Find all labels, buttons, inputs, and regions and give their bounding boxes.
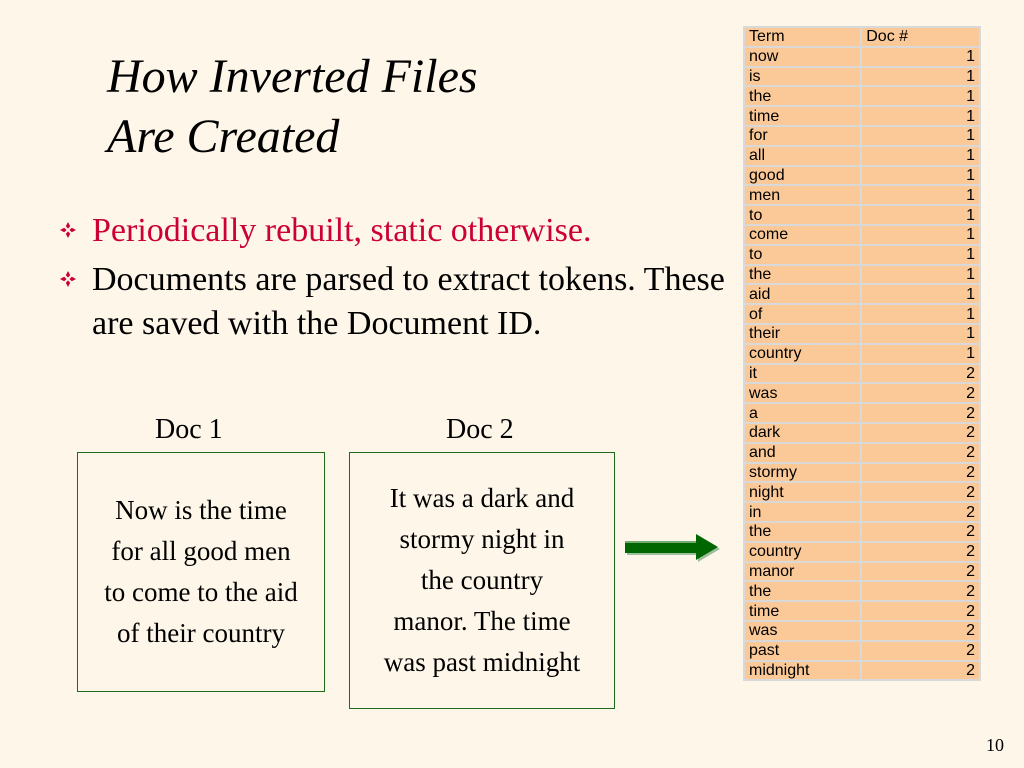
table-row	[744, 383, 980, 403]
diamond-bullet-icon	[58, 220, 78, 240]
doc-number-cell: 2	[861, 423, 980, 443]
table-row	[744, 284, 980, 304]
doc-number-cell: 2	[861, 364, 980, 384]
doc-number-cell: 2	[861, 562, 980, 582]
term-cell: was	[744, 621, 861, 641]
doc-number-cell: 1	[861, 324, 980, 344]
doc-number-cell: 2	[861, 403, 980, 423]
bullet-text: Documents are parsed to extract tokens. These are saved with the Document ID.	[92, 261, 725, 342]
doc2-line: stormy night in	[399, 524, 565, 554]
term-cell: stormy	[744, 463, 861, 483]
table-row	[744, 463, 980, 483]
term-cell: the	[744, 522, 861, 542]
term-cell: their	[744, 324, 861, 344]
bullet-text: Periodically rebuilt, static otherwise.	[92, 212, 592, 249]
term-cell: country	[744, 344, 861, 364]
table-row	[744, 542, 980, 562]
table-row	[744, 245, 980, 265]
table-row	[744, 166, 980, 186]
bullet-item-parsed	[58, 258, 738, 346]
doc-number-cell: 2	[861, 601, 980, 621]
doc2-box	[349, 452, 615, 709]
term-cell: the	[744, 581, 861, 601]
term-cell: the	[744, 265, 861, 285]
table-row	[744, 47, 980, 67]
doc-number-cell: 1	[861, 225, 980, 245]
doc1-box	[77, 452, 325, 692]
slide-title	[107, 47, 478, 167]
table-row	[744, 86, 980, 106]
doc-number-cell: 1	[861, 205, 980, 225]
term-cell: past	[744, 641, 861, 661]
table-row	[744, 265, 980, 285]
bullet-item-rebuilt	[58, 209, 738, 253]
column-header-term: Term	[744, 27, 861, 47]
table-row	[744, 601, 980, 621]
doc2-line: was past midnight	[383, 647, 581, 677]
term-cell: it	[744, 364, 861, 384]
term-cell: midnight	[744, 661, 861, 681]
table-header-row	[744, 27, 980, 47]
term-cell: time	[744, 106, 861, 126]
doc-number-cell: 2	[861, 482, 980, 502]
doc-number-cell: 1	[861, 265, 980, 285]
doc-number-cell: 1	[861, 106, 980, 126]
doc1-line: of their country	[117, 618, 285, 648]
table-row	[744, 146, 980, 166]
doc-number-cell: 2	[861, 463, 980, 483]
term-cell: to	[744, 245, 861, 265]
term-cell: now	[744, 47, 861, 67]
term-cell: for	[744, 126, 861, 146]
table-row	[744, 502, 980, 522]
doc-number-cell: 1	[861, 344, 980, 364]
doc-number-cell: 1	[861, 146, 980, 166]
term-cell: country	[744, 542, 861, 562]
term-cell: manor	[744, 562, 861, 582]
column-header-doc: Doc #	[861, 27, 980, 47]
doc2-line: the country	[420, 565, 544, 595]
doc-number-cell: 2	[861, 621, 980, 641]
term-cell: and	[744, 443, 861, 463]
diamond-bullet-icon	[58, 269, 78, 289]
doc2-line: It was a dark and	[389, 483, 575, 513]
bullet-list	[58, 209, 738, 351]
term-cell: time	[744, 601, 861, 621]
doc2-line: manor. The time	[393, 606, 571, 636]
doc1-line: Now is the time	[115, 495, 287, 525]
doc1-line: for all good men	[111, 536, 291, 566]
doc-number-cell: 2	[861, 502, 980, 522]
table-row	[744, 522, 980, 542]
table-row	[744, 482, 980, 502]
doc-number-cell: 1	[861, 166, 980, 186]
doc1-line: to come to the aid	[104, 577, 298, 607]
table-row	[744, 344, 980, 364]
table-row	[744, 581, 980, 601]
term-cell: a	[744, 403, 861, 423]
doc-number-cell: 2	[861, 581, 980, 601]
term-cell: the	[744, 86, 861, 106]
term-doc-table	[743, 26, 981, 681]
term-cell: night	[744, 482, 861, 502]
doc2-text	[384, 478, 581, 683]
doc-number-cell: 2	[861, 443, 980, 463]
slide-title-line-1: How Inverted Files	[107, 50, 478, 103]
term-cell: aid	[744, 284, 861, 304]
doc1-text	[104, 490, 297, 654]
page-number: 10	[986, 735, 1004, 755]
doc1-label: Doc 1	[155, 414, 223, 445]
doc-number-cell: 2	[861, 542, 980, 562]
term-cell: come	[744, 225, 861, 245]
doc-number-cell: 1	[861, 284, 980, 304]
doc2-label: Doc 2	[446, 414, 514, 445]
doc-number-cell: 1	[861, 185, 980, 205]
table-row	[744, 205, 980, 225]
table-row	[744, 225, 980, 245]
doc-number-cell: 1	[861, 47, 980, 67]
table-row	[744, 562, 980, 582]
table-row	[744, 324, 980, 344]
term-cell: in	[744, 502, 861, 522]
table-body	[744, 47, 980, 681]
doc-number-cell: 2	[861, 383, 980, 403]
term-cell: all	[744, 146, 861, 166]
slide-title-line-2: Are Created	[107, 110, 340, 163]
doc-number-cell: 1	[861, 126, 980, 146]
doc-number-cell: 1	[861, 304, 980, 324]
term-cell: was	[744, 383, 861, 403]
term-cell: men	[744, 185, 861, 205]
table-row	[744, 403, 980, 423]
term-cell: of	[744, 304, 861, 324]
table-row	[744, 106, 980, 126]
table-row	[744, 126, 980, 146]
doc-number-cell: 2	[861, 522, 980, 542]
table-row	[744, 67, 980, 87]
right-arrow-icon	[621, 530, 721, 564]
table-row	[744, 423, 980, 443]
table-row	[744, 304, 980, 324]
doc-number-cell: 2	[861, 661, 980, 681]
term-cell: good	[744, 166, 861, 186]
term-cell: is	[744, 67, 861, 87]
doc-number-cell: 1	[861, 67, 980, 87]
table-row	[744, 621, 980, 641]
term-cell: dark	[744, 423, 861, 443]
table-row	[744, 661, 980, 681]
doc-number-cell: 1	[861, 86, 980, 106]
doc-number-cell: 1	[861, 245, 980, 265]
term-cell: to	[744, 205, 861, 225]
table-row	[744, 364, 980, 384]
table-row	[744, 443, 980, 463]
table-row	[744, 185, 980, 205]
doc-number-cell: 2	[861, 641, 980, 661]
table-row	[744, 641, 980, 661]
